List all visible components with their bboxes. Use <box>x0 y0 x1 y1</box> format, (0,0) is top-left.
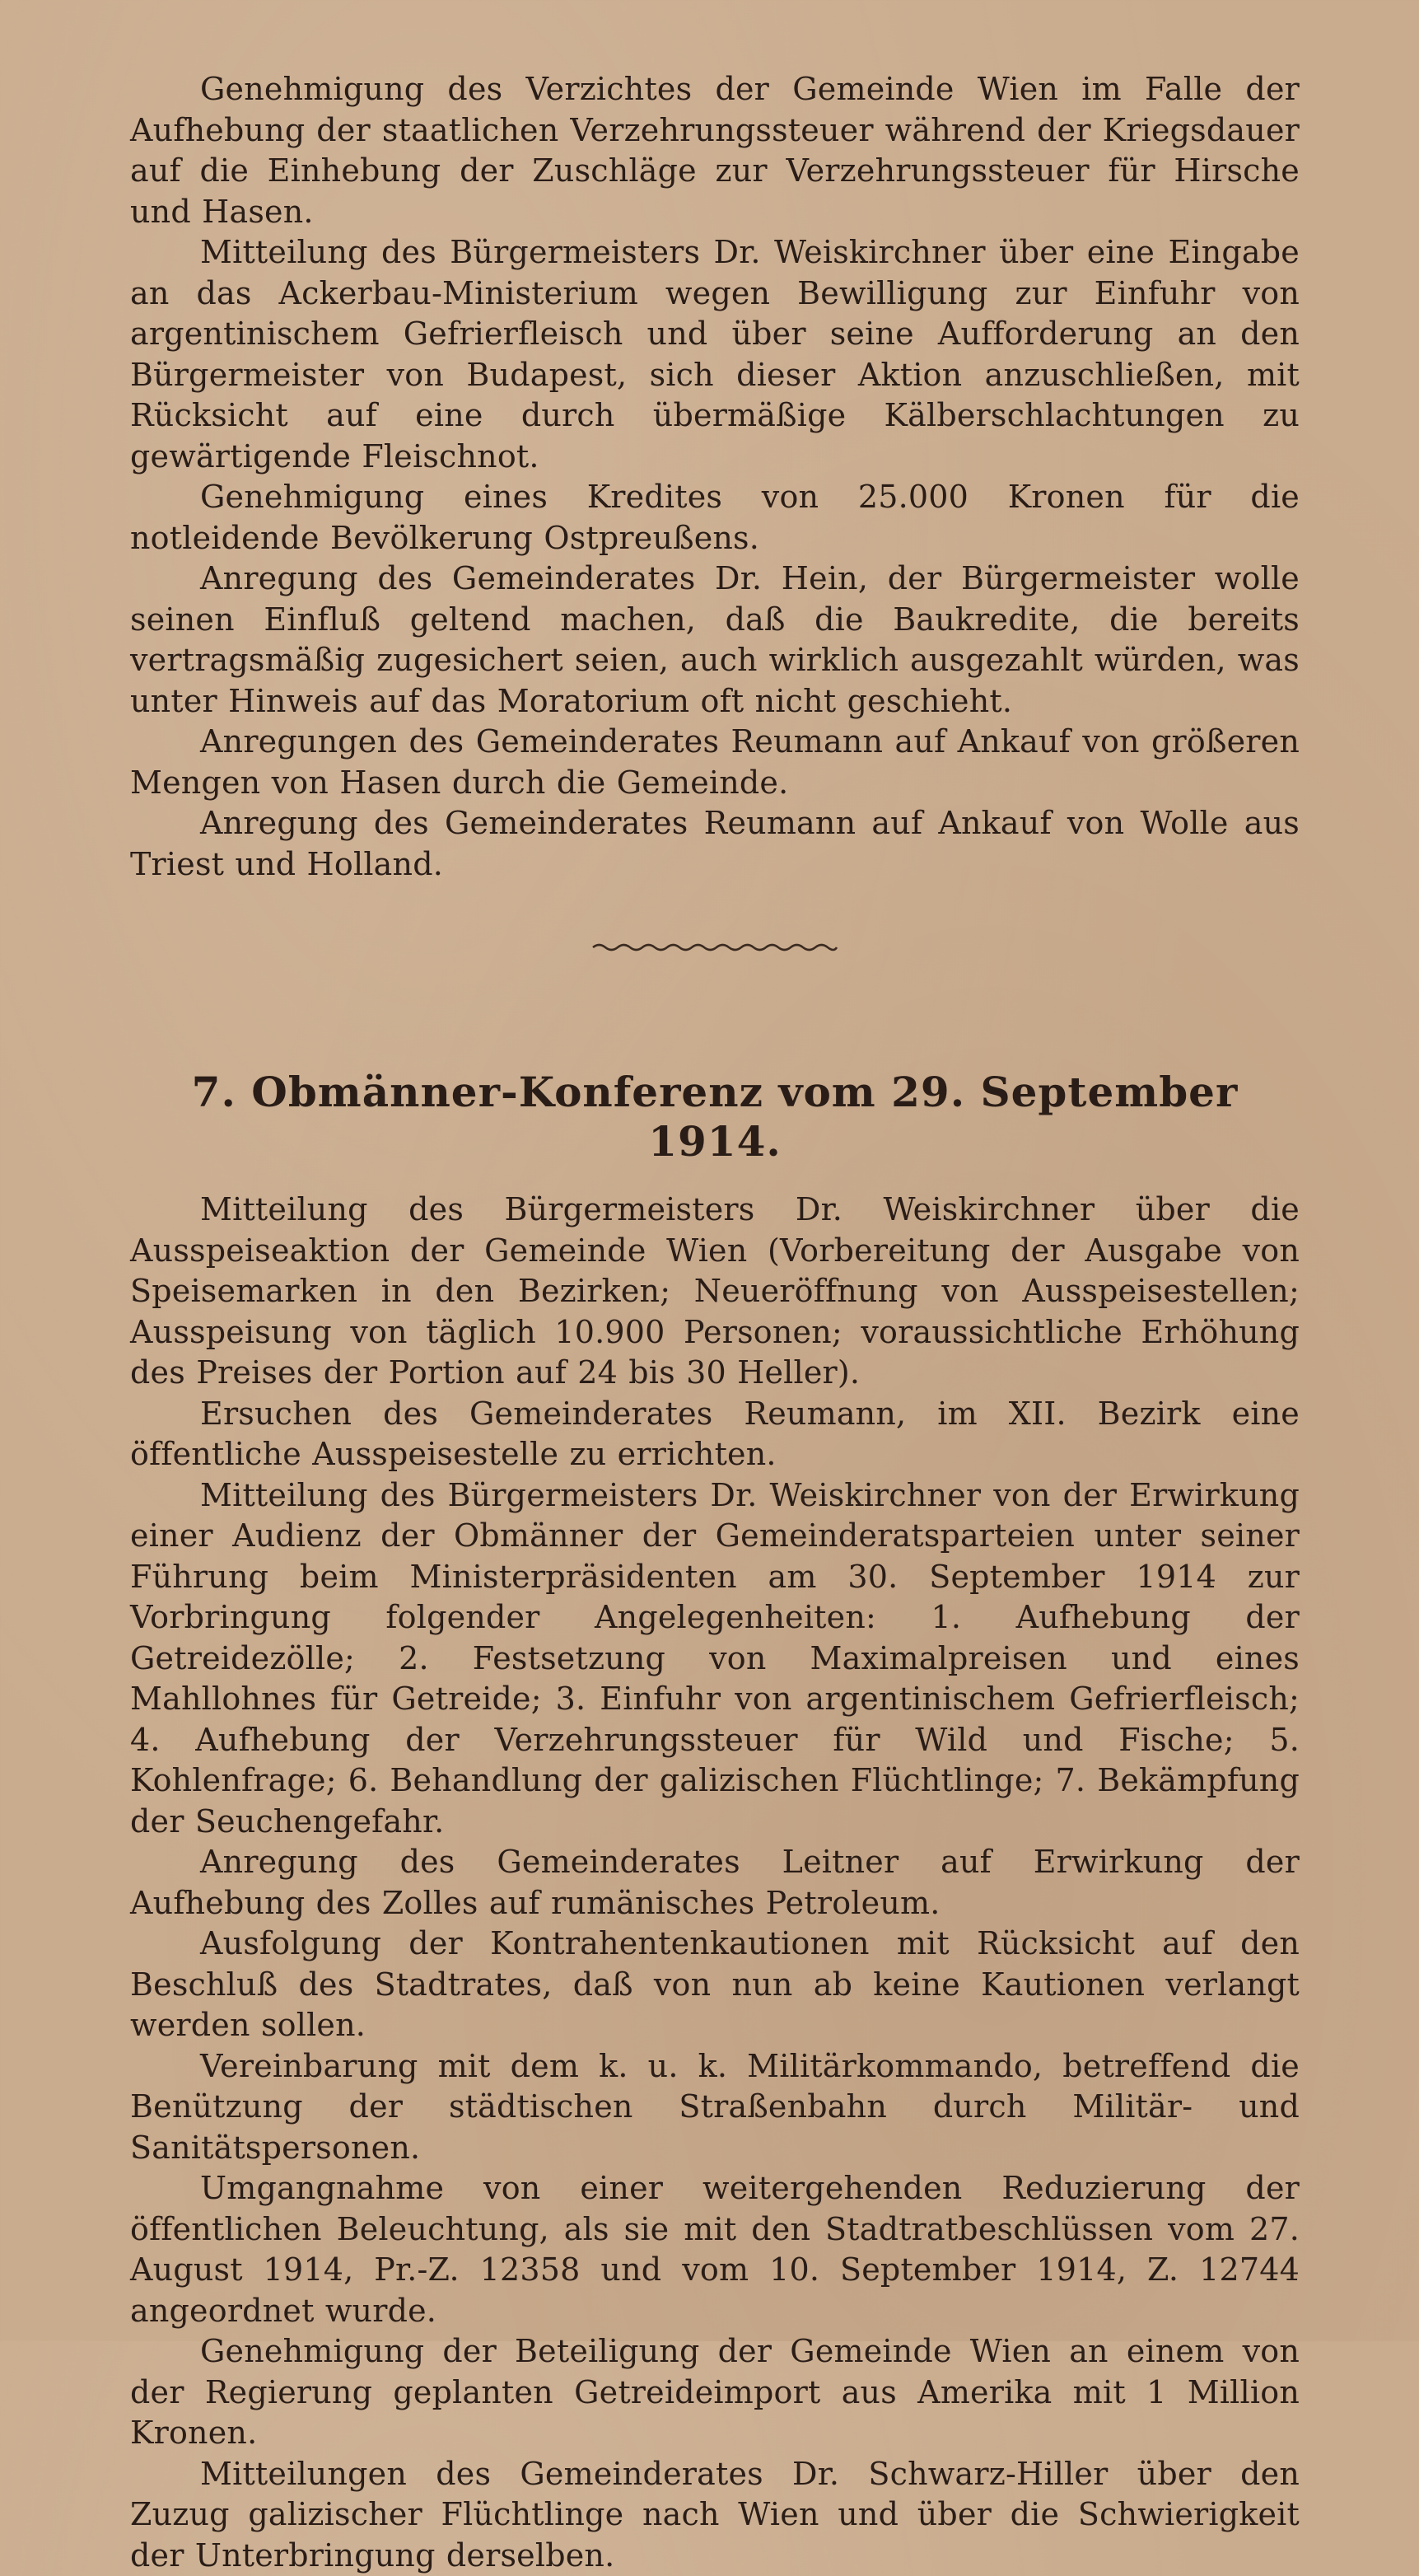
paragraph: Ausfolgung der Kontrahentenkautionen mit Rücksicht auf den Beschluß des Stadtrates, daß von nun ab keine Kautionen verlangt werden sollen. <box>130 1924 1300 2046</box>
document-page <box>130 69 1300 2576</box>
paragraph: Mitteilung des Bürgermeisters Dr. Weiskirchner von der Erwirkung einer Audienz der Obmänner der Gemeinderatsparteien unter seiner Führung beim Ministerpräsidenten am 30. September 1914 zur Vorbringung folgender Angelegenheiten: 1. Aufhebung der Getreidezölle; 2. Festsetzung von Maximalpreisen und eines Mahllohnes für Getreide; 3. Einfuhr von argentinischem Gefrierfleisch; 4. Aufhebung der Verzehrungssteuer für Wild und Fische; 5. Kohlenfrage; 6. Behandlung der galizischen Flüchtlinge; 7. Bekämpfung der Seuchengefahr. <box>130 1475 1300 1843</box>
paragraph: Anregung des Gemeinderates Leitner auf Erwirkung der Aufhebung des Zolles auf rumänisches Petroleum. <box>130 1842 1300 1924</box>
paragraph: Umgangnahme von einer weitergehenden Reduzierung der öffentlichen Beleuchtung, als sie mit den Stadtratbeschlüssen vom 27. August 1914, Pr.-Z. 12358 und vom 10. September 1914, Z. 12744 angeordnet wurde. <box>130 2168 1300 2331</box>
paragraph: Mitteilungen des Gemeinderates Dr. Schwarz-Hiller über den Zuzug galizischer Flüchtlinge nach Wien und über die Schwierigkeit der Unterbringung derselben. <box>130 2454 1300 2576</box>
previous-section-items <box>130 69 1300 885</box>
paragraph: Anregung des Gemeinderates Reumann auf Ankauf von Wolle aus Triest und Holland. <box>130 803 1300 885</box>
paragraph: Ersuchen des Gemeinderates Reumann, im XII. Bezirk eine öffentliche Ausspeisestelle zu errichten. <box>130 1394 1300 1475</box>
paragraph: Anregungen des Gemeinderates Reumann auf Ankauf von größeren Mengen von Hasen durch die Gemeinde. <box>130 722 1300 803</box>
paragraph: Vereinbarung mit dem k. u. k. Militärkommando, betreffend die Benützung der städtischen Straßenbahn durch Militär- und Sanitätspersonen. <box>130 2046 1300 2169</box>
paragraph: Mitteilung des Bürgermeisters Dr. Weiskirchner über eine Eingabe an das Ackerbau-Ministerium wegen Bewilligung zur Einfuhr von argentinischem Gefrierfleisch und über seine Aufforderung an den Bürgermeister von Budapest, sich dieser Aktion anzuschließen, mit Rücksicht auf eine durch übermäßige Kälberschlachtungen zu gewärtigende Fleischnot. <box>130 232 1300 477</box>
paragraph: Mitteilung des Bürgermeisters Dr. Weiskirchner über die Ausspeiseaktion der Gemeinde Wien (Vorbereitung der Ausgabe von Speisemarken in den Bezirken; Neueröffnung von Ausspeisestellen; Ausspeisung von täglich 10.900 Personen; voraussichtliche Erhöhung des Preises der Portion auf 24 bis 30 Heller). <box>130 1190 1300 1394</box>
paragraph: Genehmigung der Beteiligung der Gemeinde Wien an einem von der Regierung geplanten Getreideimport aus Amerika mit 1 Million Kronen. <box>130 2331 1300 2454</box>
paragraph: Genehmigung eines Kredites von 25.000 Kronen für die notleidende Bevölkerung Ostpreußens. <box>130 477 1300 559</box>
section-heading: 7. Obmänner-Konferenz vom 29. September 1914. <box>130 1068 1300 1166</box>
conference-items <box>130 1190 1300 2576</box>
wavy-divider-ornament <box>591 941 838 954</box>
paragraph: Anregung des Gemeinderates Dr. Hein, der Bürgermeister wolle seinen Einfluß geltend machen, daß die Baukredite, die bereits vertragsmäßig zugesichert seien, auch wirklich ausgezahlt würden, was unter Hinweis auf das Moratorium oft nicht geschieht. <box>130 559 1300 722</box>
paragraph: Genehmigung des Verzichtes der Gemeinde Wien im Falle der Aufhebung der staatlichen Verzehrungssteuer während der Kriegsdauer auf die Einhebung der Zuschläge zur Verzehrungssteuer für Hirsche und Hasen. <box>130 69 1300 232</box>
